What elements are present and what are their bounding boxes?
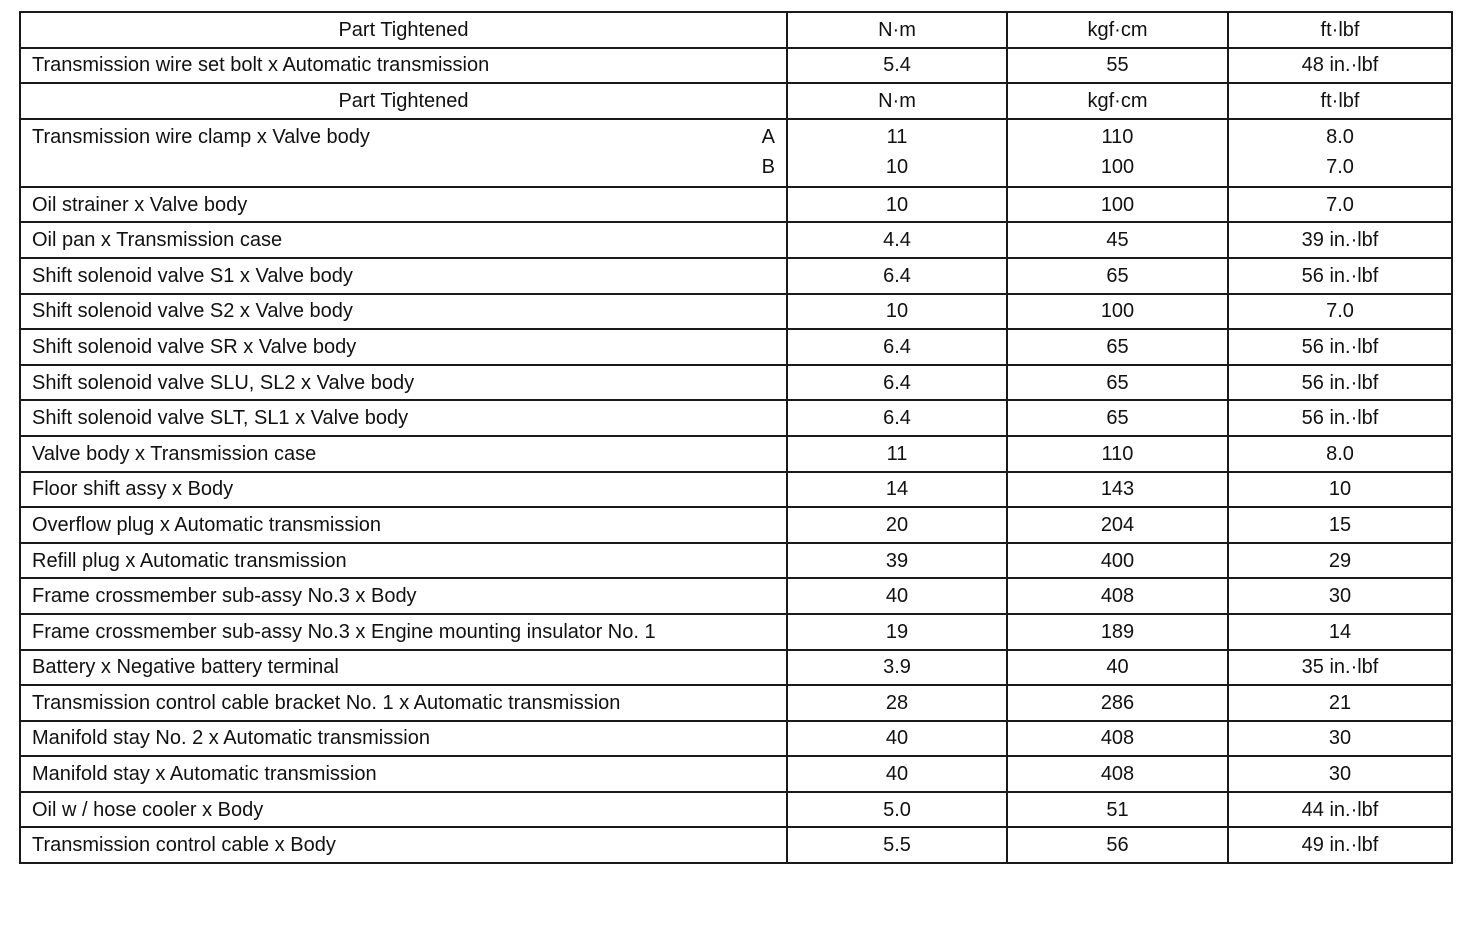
nm-cell: 6.4	[787, 400, 1007, 436]
kgfcm-cell: 45	[1007, 222, 1228, 258]
nm-cell: 14	[787, 472, 1007, 508]
kgfcm-cell: 100	[1007, 187, 1228, 223]
header-part: Part Tightened	[20, 83, 787, 119]
nm-cell	[787, 119, 1007, 187]
kgfcm-cell: 408	[1007, 721, 1228, 757]
part-cell: Shift solenoid valve SR x Valve body	[20, 329, 787, 365]
kgfcm-cell: 65	[1007, 329, 1228, 365]
ftlbf-cell: 15	[1228, 507, 1452, 543]
table-row	[20, 721, 1452, 757]
kgfcm-cell: 408	[1007, 756, 1228, 792]
kgfcm-cell: 100	[1007, 294, 1228, 330]
kgfcm-cell: 65	[1007, 400, 1228, 436]
ftlbf-cell: 7.0	[1228, 187, 1452, 223]
part-cell: Battery x Negative battery terminal	[20, 650, 787, 686]
torque-spec-table	[19, 11, 1453, 864]
table-row	[20, 436, 1452, 472]
variant-label: B	[761, 155, 775, 178]
variant-label: A	[761, 125, 775, 148]
nm-cell: 5.0	[787, 792, 1007, 828]
ftlbf-value-a: 8.0	[1326, 125, 1354, 148]
kgfcm-cell: 204	[1007, 507, 1228, 543]
part-cell: Transmission control cable x Body	[20, 827, 787, 863]
part-cell: Oil w / hose cooler x Body	[20, 792, 787, 828]
part-name: Transmission wire clamp x Valve body	[32, 125, 370, 148]
nm-cell: 6.4	[787, 365, 1007, 401]
table-row	[20, 650, 1452, 686]
kgfcm-cell: 143	[1007, 472, 1228, 508]
clamp-row	[20, 119, 1452, 187]
kgfcm-cell: 40	[1007, 650, 1228, 686]
kgfcm-cell: 65	[1007, 365, 1228, 401]
header-nm: N·m	[787, 12, 1007, 48]
nm-cell: 10	[787, 294, 1007, 330]
ftlbf-value-b: 7.0	[1326, 155, 1354, 178]
ftlbf-cell: 44 in.·lbf	[1228, 792, 1452, 828]
nm-value-a: 11	[886, 125, 908, 148]
table-row	[20, 222, 1452, 258]
part-cell: Oil pan x Transmission case	[20, 222, 787, 258]
ftlbf-cell: 30	[1228, 756, 1452, 792]
table-row	[20, 827, 1452, 863]
nm-cell: 40	[787, 578, 1007, 614]
nm-cell: 40	[787, 756, 1007, 792]
nm-cell: 3.9	[787, 650, 1007, 686]
nm-cell: 11	[787, 436, 1007, 472]
part-cell: Frame crossmember sub-assy No.3 x Engine mounting insulator No. 1	[20, 614, 787, 650]
nm-cell: 20	[787, 507, 1007, 543]
table-row	[20, 756, 1452, 792]
nm-cell: 5.4	[787, 48, 1007, 84]
header-kgfcm: kgf·cm	[1007, 12, 1228, 48]
table-row	[20, 258, 1452, 294]
part-cell: Valve body x Transmission case	[20, 436, 787, 472]
torque-table-body	[20, 12, 1452, 863]
ftlbf-cell: 7.0	[1228, 294, 1452, 330]
ftlbf-cell: 35 in.·lbf	[1228, 650, 1452, 686]
kgfcm-cell: 400	[1007, 543, 1228, 579]
table-row	[20, 294, 1452, 330]
table-row	[20, 614, 1452, 650]
nm-cell: 4.4	[787, 222, 1007, 258]
kgfcm-cell: 65	[1007, 258, 1228, 294]
nm-cell: 28	[787, 685, 1007, 721]
table-row	[20, 685, 1452, 721]
header-ftlbf: ft·lbf	[1228, 83, 1452, 119]
ftlbf-cell: 8.0	[1228, 436, 1452, 472]
table-row	[20, 578, 1452, 614]
ftlbf-cell: 39 in.·lbf	[1228, 222, 1452, 258]
kgfcm-cell: 55	[1007, 48, 1228, 84]
header-nm: N·m	[787, 83, 1007, 119]
nm-cell: 19	[787, 614, 1007, 650]
ftlbf-cell: 10	[1228, 472, 1452, 508]
ftlbf-cell: 56 in.·lbf	[1228, 400, 1452, 436]
table-row	[20, 365, 1452, 401]
kgfcm-cell	[1007, 119, 1228, 187]
ftlbf-cell: 49 in.·lbf	[1228, 827, 1452, 863]
kgfcm-value-b: 100	[1100, 155, 1135, 178]
nm-cell: 39	[787, 543, 1007, 579]
part-cell: Manifold stay x Automatic transmission	[20, 756, 787, 792]
ftlbf-cell: 30	[1228, 721, 1452, 757]
header-row	[20, 12, 1452, 48]
part-cell: Manifold stay No. 2 x Automatic transmission	[20, 721, 787, 757]
ftlbf-cell: 14	[1228, 614, 1452, 650]
ftlbf-cell: 30	[1228, 578, 1452, 614]
nm-cell: 10	[787, 187, 1007, 223]
part-cell: Oil strainer x Valve body	[20, 187, 787, 223]
table-row	[20, 48, 1452, 84]
header-ftlbf: ft·lbf	[1228, 12, 1452, 48]
nm-cell: 6.4	[787, 329, 1007, 365]
part-cell: Shift solenoid valve SLT, SL1 x Valve body	[20, 400, 787, 436]
part-cell: Overflow plug x Automatic transmission	[20, 507, 787, 543]
part-cell: Transmission wire set bolt x Automatic transmission	[20, 48, 787, 84]
table-row	[20, 187, 1452, 223]
nm-cell: 6.4	[787, 258, 1007, 294]
header-row-repeat	[20, 83, 1452, 119]
kgfcm-cell: 110	[1007, 436, 1228, 472]
kgfcm-cell: 51	[1007, 792, 1228, 828]
ftlbf-cell: 56 in.·lbf	[1228, 258, 1452, 294]
part-cell: Refill plug x Automatic transmission	[20, 543, 787, 579]
part-cell: Shift solenoid valve SLU, SL2 x Valve body	[20, 365, 787, 401]
header-kgfcm: kgf·cm	[1007, 83, 1228, 119]
kgfcm-cell: 408	[1007, 578, 1228, 614]
part-cell	[20, 119, 787, 187]
header-part: Part Tightened	[20, 12, 787, 48]
ftlbf-cell: 56 in.·lbf	[1228, 365, 1452, 401]
nm-value-b: 10	[885, 155, 909, 178]
ftlbf-cell	[1228, 119, 1452, 187]
part-cell: Floor shift assy x Body	[20, 472, 787, 508]
table-row	[20, 329, 1452, 365]
kgfcm-cell: 56	[1007, 827, 1228, 863]
table-row	[20, 543, 1452, 579]
table-row	[20, 472, 1452, 508]
ftlbf-cell: 21	[1228, 685, 1452, 721]
ftlbf-cell: 48 in.·lbf	[1228, 48, 1452, 84]
nm-cell: 5.5	[787, 827, 1007, 863]
nm-cell: 40	[787, 721, 1007, 757]
ftlbf-cell: 29	[1228, 543, 1452, 579]
part-cell: Shift solenoid valve S2 x Valve body	[20, 294, 787, 330]
part-cell: Shift solenoid valve S1 x Valve body	[20, 258, 787, 294]
table-row	[20, 400, 1452, 436]
kgfcm-cell: 286	[1007, 685, 1228, 721]
part-cell: Transmission control cable bracket No. 1 x Automatic transmission	[20, 685, 787, 721]
ftlbf-cell: 56 in.·lbf	[1228, 329, 1452, 365]
table-row	[20, 792, 1452, 828]
table-row	[20, 507, 1452, 543]
kgfcm-value-a: 110	[1101, 125, 1134, 148]
part-cell: Frame crossmember sub-assy No.3 x Body	[20, 578, 787, 614]
kgfcm-cell: 189	[1007, 614, 1228, 650]
